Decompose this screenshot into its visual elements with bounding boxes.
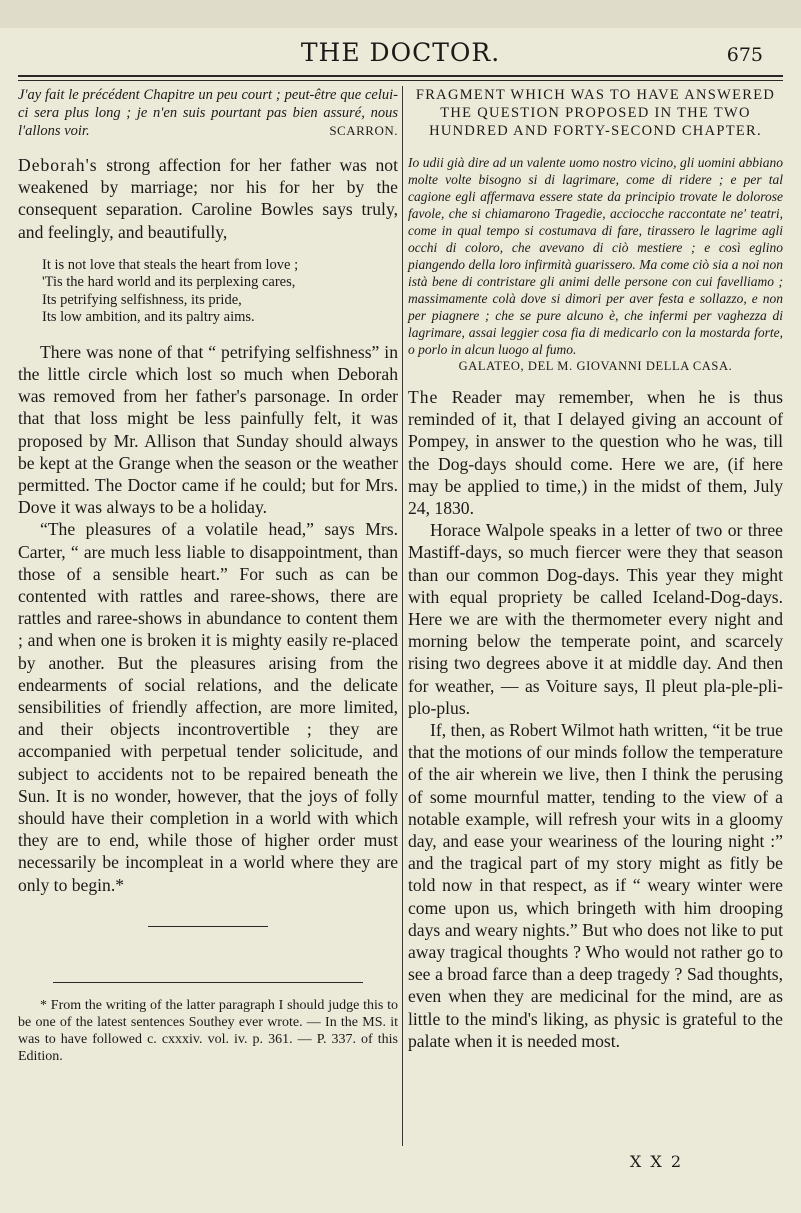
poem-quote bbox=[42, 257, 398, 327]
section-rule bbox=[148, 926, 268, 927]
poem-line: 'Tis the hard world and its perplexing cares, bbox=[42, 274, 296, 291]
poem-line: Its petrifying selfishness, its pride, bbox=[42, 291, 242, 308]
italian-epigraph: Io udii già dire ad un valente uomo nostro vicino, gli uomini abbiano molte volte bisogno si di lagrimare, come di ridere ; e per tal cagione egli affermava essere state da principio trovate le dolorose favole, che si chiamarono Tragedie, acciocche raccontate ne' teatri, come in qual tempo si costumava di fare, tirassero le lagrime agli occhi di coloro, che avevano di ciò mestiere ; e così eglino piangendo della loro infirmità guarissero. Ma come ciò sia a noi non istà bene di contristare gli animi delle persone con cui favelliamo ; massimamente colà dove si dimori per aver festa e sollazzo, e non per piagnere ; che se pure alcuno è, che infermi per vaghezza di lagrimare, assai leggier cosa fia di medicarlo con la mostarda forte, o porlo in alcun luogo al fumo. bbox=[408, 155, 783, 357]
header-rule bbox=[18, 75, 783, 81]
page-header bbox=[18, 38, 783, 78]
paragraph: There was none of that “ petrifying selfishness” in the little circle which lost so much when Deborah was removed from her father's parsonage. In order that that loss might be less painfully felt, it was proposed by Mr. Allison that Sunday should always be kept at the Grange when the season or the weather permitted. The Doctor came if he could; but for Mrs. Dove it was always to be a holiday. bbox=[18, 341, 398, 518]
left-column bbox=[18, 86, 398, 1065]
running-title: THE DOCTOR. bbox=[300, 38, 501, 67]
paragraph: The Reader may remember, when he is thus reminded of it, that I delayed giving an account of Pompey, in answer to the question who he was, till the Dog-days should come. Here we are, (if here may be applied to time,) in the midst of them, July 24, 1830. bbox=[408, 387, 783, 519]
french-epigraph: J'ay fait le précédent Chapitre un peu court ; peut-être que celui-ci sera plus long ; je n'en suis pourtant pas bien assuré, nous l'allons voir. SCARRON. bbox=[18, 87, 398, 139]
poem-line: It is not love that steals the heart from love ; bbox=[42, 256, 299, 273]
paragraph: If, then, as Robert Wilmot hath written, “it be true that the motions of our minds follow the temperature of the air wherein we live, then I think the perusing of some mournful matter, tending to the view of a notable example, will refresh your wits in a gloomy day, and ease your weariness of the louring night :” and the tragical part of my story might as fitly be told now in that respect, as if “ weary winter were come upon us, which bringeth with him drooping days and weary nights.” But who does not like to put away tragical thoughts ? Who would not rather go to see a broad farce than a deep tragedy ? Sad thoughts, even when they are medicinal for the mind, are as little to the mind's liking, as physic is grateful to the palate when it is needed most. bbox=[408, 720, 783, 1051]
paragraph: “The pleasures of a volatile head,” says Mrs. Carter, “ are much less liable to disappointment, than those of a sensible heart.” For such as can be contented with rattles and raree-shows, there are rattles and raree-shows in abundance to content them ; and when one is broken it is mighty easily re-placed by another. But the pleasures arising from the endearments of social relations, and the delicate sensibilities of friendly affection, are more limited, and their objects incontrovertible ; they are accompanied with perpetual tender solicitude, and subject to accidents not to be repaired beneath the Sun. It is no wonder, however, that the joys of folly should have their completion in a world with which they are to end, while those of higher order must necessarily be incompleat in a world where they are only to begin.* bbox=[18, 519, 398, 895]
drop-word: Deborah's bbox=[18, 155, 98, 175]
paragraph: Horace Walpole speaks in a letter of two or three Mastiff-days, so much fiercer were they that season than our common Dog-days. This year they might with equal propriety be called Iceland-Dog-days. Here we are with the thermometer every night and morning below the temperate point, and scarcely rising two degrees above it at middle day. And then for weather, — as Voiture says, Il pleut pla-ple-pli-plo-plus. bbox=[408, 520, 783, 718]
column-divider bbox=[402, 86, 403, 1146]
right-column bbox=[408, 86, 783, 1052]
footnote-rule bbox=[53, 982, 363, 983]
epigraph-source: GALATEO, DEL M. GIOVANNI DELLA CASA. bbox=[458, 359, 733, 373]
paragraph: Deborah's strong affection for her father was not weakened by marriage; nor his for her by the consequent separation. Caroline Bowles says truly, and feelingly, and beautifully, bbox=[18, 155, 398, 242]
footnote: * From the writing of the latter paragraph I should judge this to be one of the latest sentences Southey ever wrote. — In the MS. it was to have followed c. cxxxiv. vol. iv. p. 361. — P. 337. of this Edition. bbox=[18, 997, 398, 1064]
poem-line: Its low ambition, and its paltry aims. bbox=[42, 309, 255, 326]
signature-mark: X X 2 bbox=[629, 1152, 683, 1171]
drop-word: The bbox=[408, 387, 439, 407]
epigraph-source: SCARRON. bbox=[329, 123, 398, 138]
fragment-title: FRAGMENT WHICH WAS TO HAVE ANSWERED THE QUESTION PROPOSED IN THE TWO HUNDRED AND FORTY-SECOND CHAPTER. bbox=[415, 87, 776, 139]
page-top-margin bbox=[0, 0, 801, 28]
page-number: 675 bbox=[726, 44, 763, 66]
